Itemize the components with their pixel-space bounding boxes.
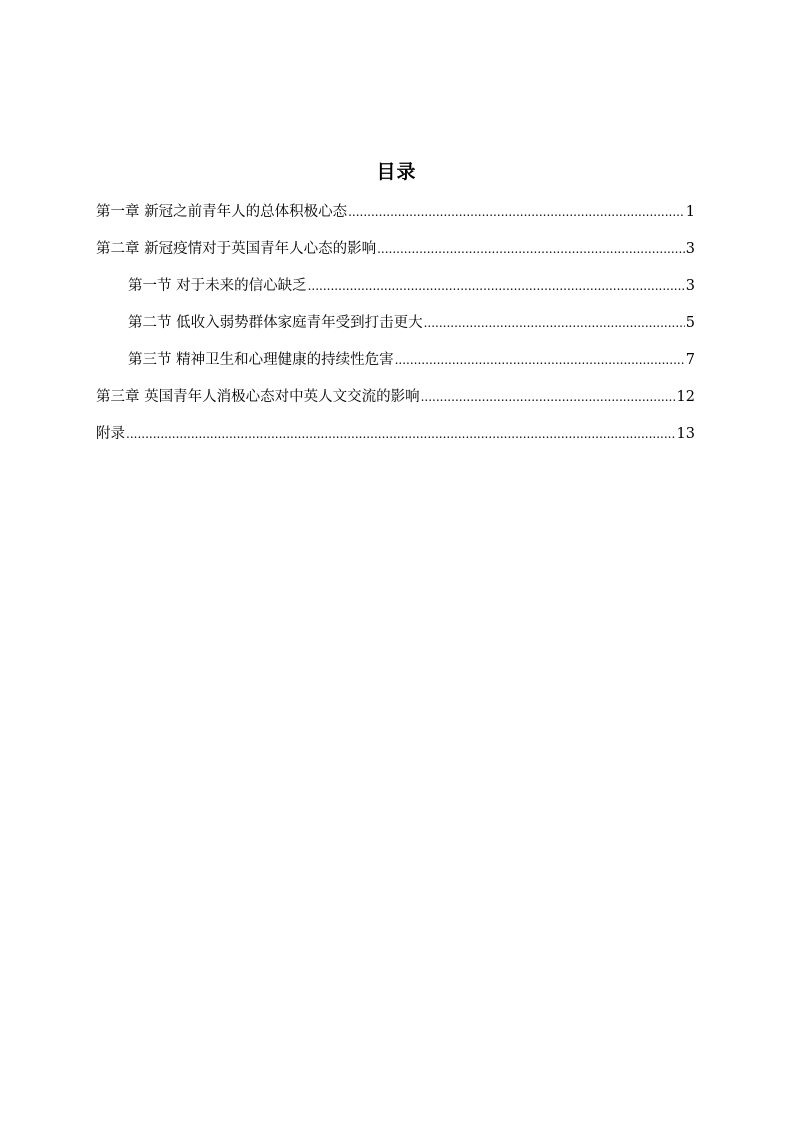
toc-entry-chapter-3[interactable] <box>96 385 695 422</box>
toc-entry-section-2-2[interactable] <box>96 311 695 348</box>
toc-entry-label: 第三节 精神卫生和心理健康的持续性危害 <box>128 352 394 368</box>
toc-title: 目录 <box>376 161 417 183</box>
toc-dot-leader <box>377 237 685 261</box>
toc-dot-leader <box>126 422 676 446</box>
toc-entry-chapter-2[interactable] <box>96 237 695 274</box>
toc-dot-leader <box>308 274 685 298</box>
toc-page-number: 13 <box>676 426 695 442</box>
toc-entry-section-2-1[interactable] <box>96 274 695 311</box>
toc-entry-label: 第一节 对于未来的信心缺乏 <box>128 278 307 294</box>
table-of-contents <box>96 200 695 459</box>
toc-dot-leader <box>395 348 685 372</box>
toc-page-number: 3 <box>685 278 695 294</box>
toc-entry-label: 第三章 英国青年人消极心态对中英人文交流的影响 <box>96 389 420 405</box>
toc-page-number: 3 <box>685 241 695 257</box>
toc-dot-leader <box>348 200 685 224</box>
toc-page-number: 1 <box>685 204 695 220</box>
toc-entry-label: 附录 <box>96 426 125 442</box>
toc-entry-label: 第二章 新冠疫情对于英国青年人心态的影响 <box>96 241 377 257</box>
toc-entry-section-2-3[interactable] <box>96 348 695 385</box>
toc-entry-label: 第二节 低收入弱势群体家庭青年受到打击更大 <box>128 315 423 331</box>
toc-dot-leader <box>421 385 676 409</box>
toc-dot-leader <box>424 311 685 335</box>
toc-page-number: 5 <box>685 315 695 331</box>
toc-page-number: 7 <box>685 352 695 368</box>
toc-page-number: 12 <box>676 389 695 405</box>
toc-entry-label: 第一章 新冠之前青年人的总体积极心态 <box>96 204 348 220</box>
toc-entry-chapter-1[interactable] <box>96 200 695 237</box>
toc-entry-appendix[interactable] <box>96 422 695 459</box>
